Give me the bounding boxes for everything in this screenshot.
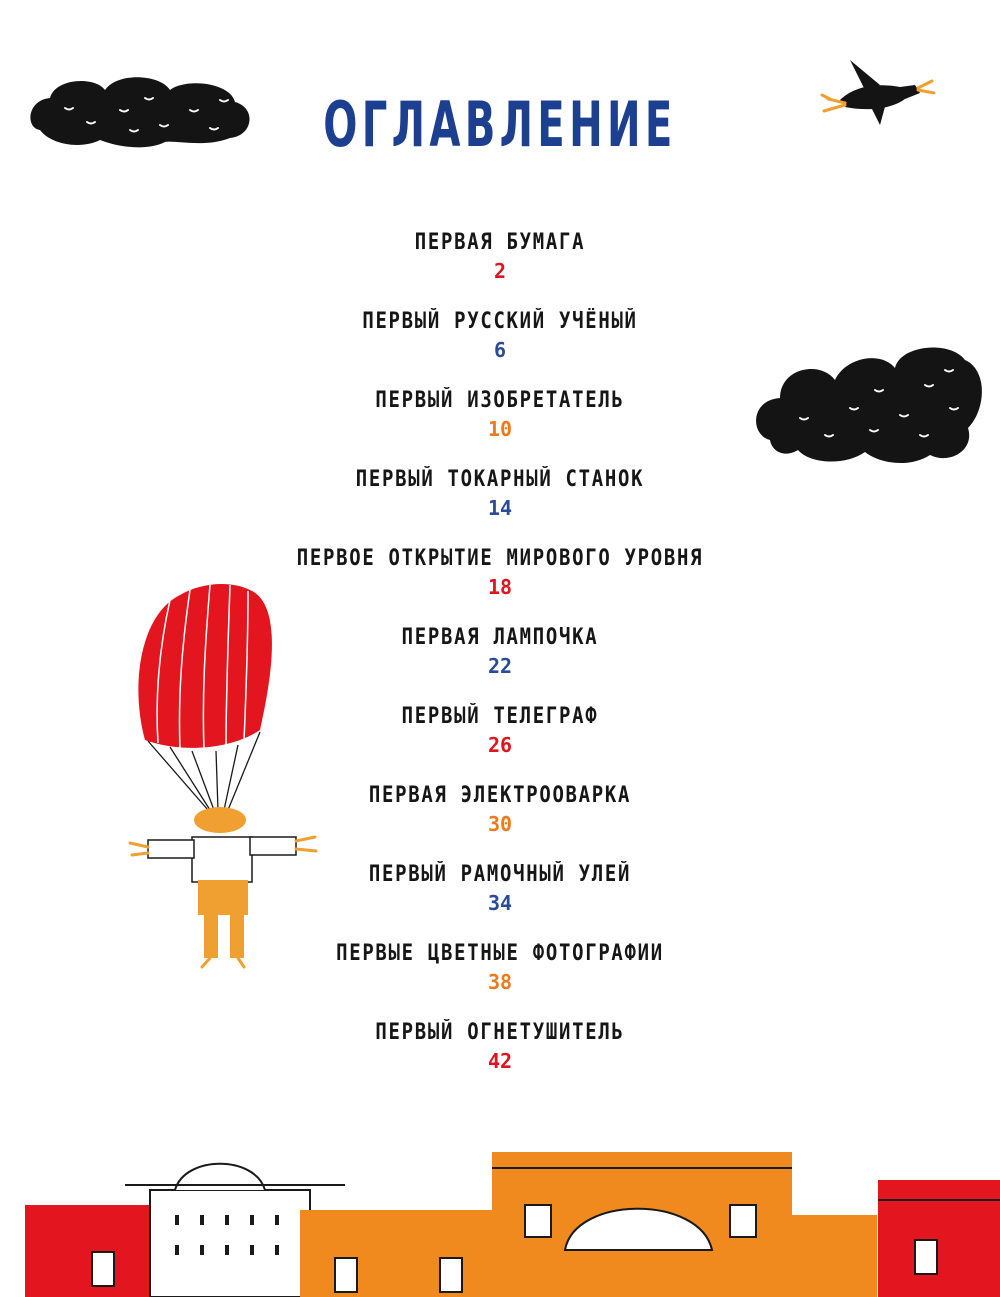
- toc-entry-title: ПЕРВЫЙ РУССКИЙ УЧЁНЫЙ: [362, 309, 638, 334]
- toc-entry-page-number: 30: [487, 812, 513, 836]
- toc-entry-title: ПЕРВАЯ БУМАГА: [414, 230, 586, 255]
- toc-entry-page-number: 42: [487, 1049, 513, 1073]
- buildings-icon: [0, 1140, 1000, 1297]
- toc-entry[interactable]: [0, 781, 1000, 860]
- toc-entry-page-number: 10: [487, 417, 513, 441]
- toc-entry-title: ПЕРВЫЙ ТЕЛЕГРАФ: [401, 704, 599, 729]
- toc-entry-page-number: 22: [487, 654, 513, 678]
- toc-entry[interactable]: [0, 623, 1000, 702]
- toc-entry[interactable]: [0, 228, 1000, 307]
- toc-entry-page-number: 34: [487, 891, 513, 915]
- toc-entry-title: ПЕРВЫЙ РАМОЧНЫЙ УЛЕЙ: [368, 862, 632, 887]
- page-title: ОГЛАВЛЕНИЕ: [323, 88, 677, 161]
- toc-entry-title: ПЕРВОЕ ОТКРЫТИЕ МИРОВОГО УРОВНЯ: [296, 546, 704, 571]
- toc-entry-title: ПЕРВАЯ ЛАМПОЧКА: [401, 625, 599, 650]
- toc-entry-page-number: 26: [487, 733, 513, 757]
- toc-entry[interactable]: [0, 702, 1000, 781]
- toc-entry[interactable]: [0, 860, 1000, 939]
- toc-entry[interactable]: [0, 465, 1000, 544]
- toc-entry[interactable]: [0, 544, 1000, 623]
- toc-entry-page-number: 2: [493, 259, 507, 283]
- bird-icon: [810, 55, 940, 130]
- toc-entry-page-number: 18: [487, 575, 513, 599]
- toc-entry-title: ПЕРВАЯ ЭЛЕКТРООВАРКА: [368, 783, 632, 808]
- toc-entry-title: ПЕРВЫЕ ЦВЕТНЫЕ ФОТОГРАФИИ: [336, 941, 664, 966]
- toc-entry-page-number: 14: [487, 496, 513, 520]
- toc-entry[interactable]: [0, 386, 1000, 465]
- toc-entry[interactable]: [0, 939, 1000, 1018]
- cloud-icon: [25, 70, 255, 150]
- toc-entry-title: ПЕРВЫЙ ТОКАРНЫЙ СТАНОК: [355, 467, 645, 492]
- toc-entry-page-number: 6: [493, 338, 507, 362]
- toc-entry[interactable]: [0, 1018, 1000, 1097]
- table-of-contents: [0, 228, 1000, 1097]
- toc-entry-title: ПЕРВЫЙ ИЗОБРЕТАТЕЛЬ: [375, 388, 625, 413]
- toc-entry-title: ПЕРВЫЙ ОГНЕТУШИТЕЛЬ: [375, 1020, 625, 1045]
- toc-entry-page-number: 38: [487, 970, 513, 994]
- toc-entry[interactable]: [0, 307, 1000, 386]
